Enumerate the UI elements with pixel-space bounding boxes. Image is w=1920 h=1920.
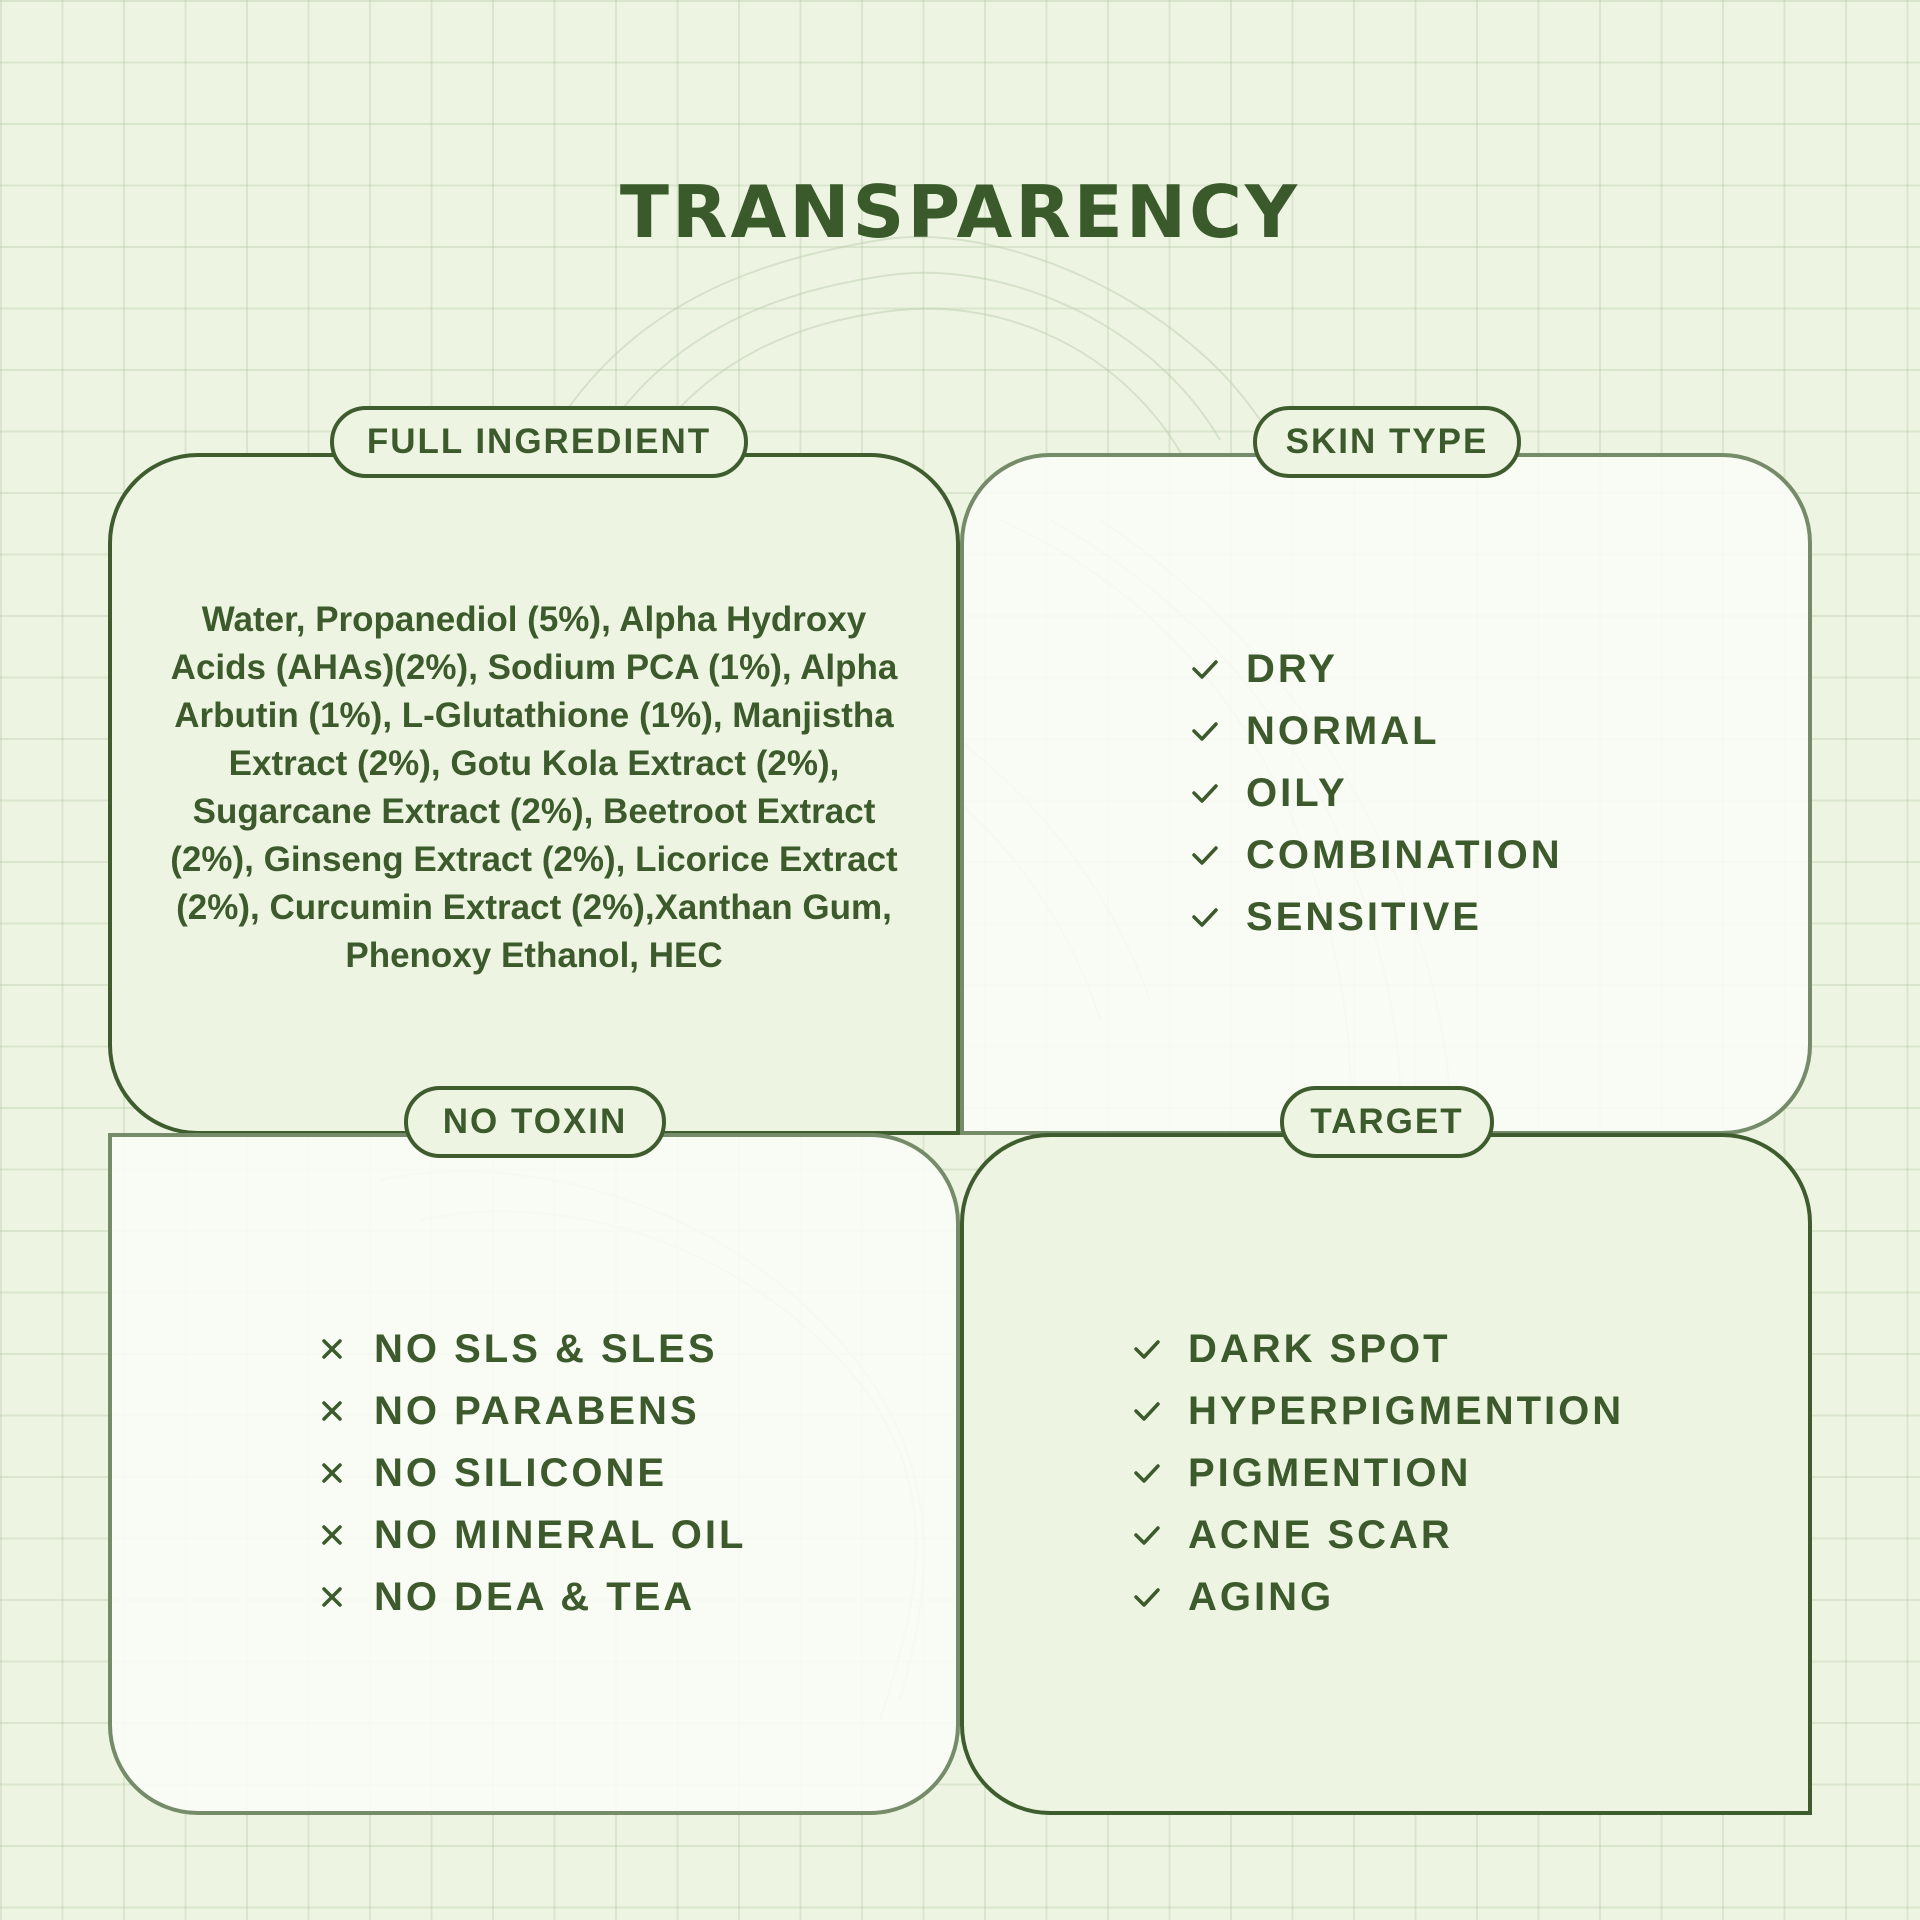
list-item: [1132, 1380, 1624, 1442]
list-item-label: OILY: [1246, 770, 1348, 815]
list-item-label: NORMAL: [1246, 708, 1440, 753]
target-label: TARGET: [1280, 1086, 1494, 1158]
list-item: [1190, 886, 1563, 948]
list-item: [1132, 1566, 1624, 1628]
list-item-label: DARK SPOT: [1188, 1326, 1451, 1371]
list-item: [318, 1380, 746, 1442]
list-item-label: PIGMENTION: [1188, 1450, 1472, 1495]
list-item-label: HYPERPIGMENTION: [1188, 1388, 1625, 1433]
list-item-label: AGING: [1188, 1574, 1335, 1619]
cross-icon: [318, 1459, 374, 1487]
list-item: [1132, 1442, 1624, 1504]
list-item: [1190, 762, 1563, 824]
cross-icon: [318, 1583, 374, 1611]
list-item-label: SENSITIVE: [1246, 894, 1482, 939]
full-ingredient-label: FULL INGREDIENT: [330, 406, 748, 478]
list-item: [318, 1504, 746, 1566]
list-item: [1190, 700, 1563, 762]
skin-type-list: [1190, 638, 1563, 948]
list-item-label: ACNE SCAR: [1188, 1512, 1453, 1557]
list-item-label: DRY: [1246, 646, 1338, 691]
skin-type-label: SKIN TYPE: [1253, 406, 1521, 478]
list-item-label: NO SLS & SLES: [374, 1326, 718, 1371]
list-item: [318, 1442, 746, 1504]
check-icon: [1132, 1458, 1188, 1488]
list-item: [1190, 824, 1563, 886]
cross-icon: [318, 1335, 374, 1363]
check-icon: [1190, 778, 1246, 808]
check-icon: [1132, 1520, 1188, 1550]
list-item-label: NO DEA & TEA: [374, 1574, 696, 1619]
list-item-label: NO SILICONE: [374, 1450, 668, 1495]
check-icon: [1132, 1582, 1188, 1612]
list-item: [318, 1318, 746, 1380]
check-icon: [1190, 840, 1246, 870]
check-icon: [1190, 902, 1246, 932]
list-item-label: NO PARABENS: [374, 1388, 700, 1433]
check-icon: [1132, 1396, 1188, 1426]
list-item: [1132, 1504, 1624, 1566]
cross-icon: [318, 1397, 374, 1425]
list-item-label: NO MINERAL OIL: [374, 1512, 747, 1557]
list-item: [1132, 1318, 1624, 1380]
list-item: [318, 1566, 746, 1628]
no-toxin-label: NO TOXIN: [404, 1086, 666, 1158]
list-item-label: COMBINATION: [1246, 832, 1563, 877]
no-toxin-list: [318, 1318, 746, 1628]
check-icon: [1132, 1334, 1188, 1364]
check-icon: [1190, 654, 1246, 684]
target-list: [1132, 1318, 1624, 1628]
check-icon: [1190, 716, 1246, 746]
list-item: [1190, 638, 1563, 700]
ingredient-list-text: Water, Propanediol (5%), Alpha Hydroxy Acids (AHAs)(2%), Sodium PCA (1%), Alpha Arbutin (1%), L-Glutathione (1%), Manjistha Extract (2%), Gotu Kola Extract (2%), Sugarcane Extract (2%), Beetroot Extract (2%), Ginseng Extract (2%), Licorice Extract (2%), Curcumin Extract (2%),Xanthan Gum, Phenoxy Ethanol, HEC: [170, 600, 898, 975]
cross-icon: [318, 1521, 374, 1549]
page-title: TRANSPARENCY: [619, 170, 1301, 254]
